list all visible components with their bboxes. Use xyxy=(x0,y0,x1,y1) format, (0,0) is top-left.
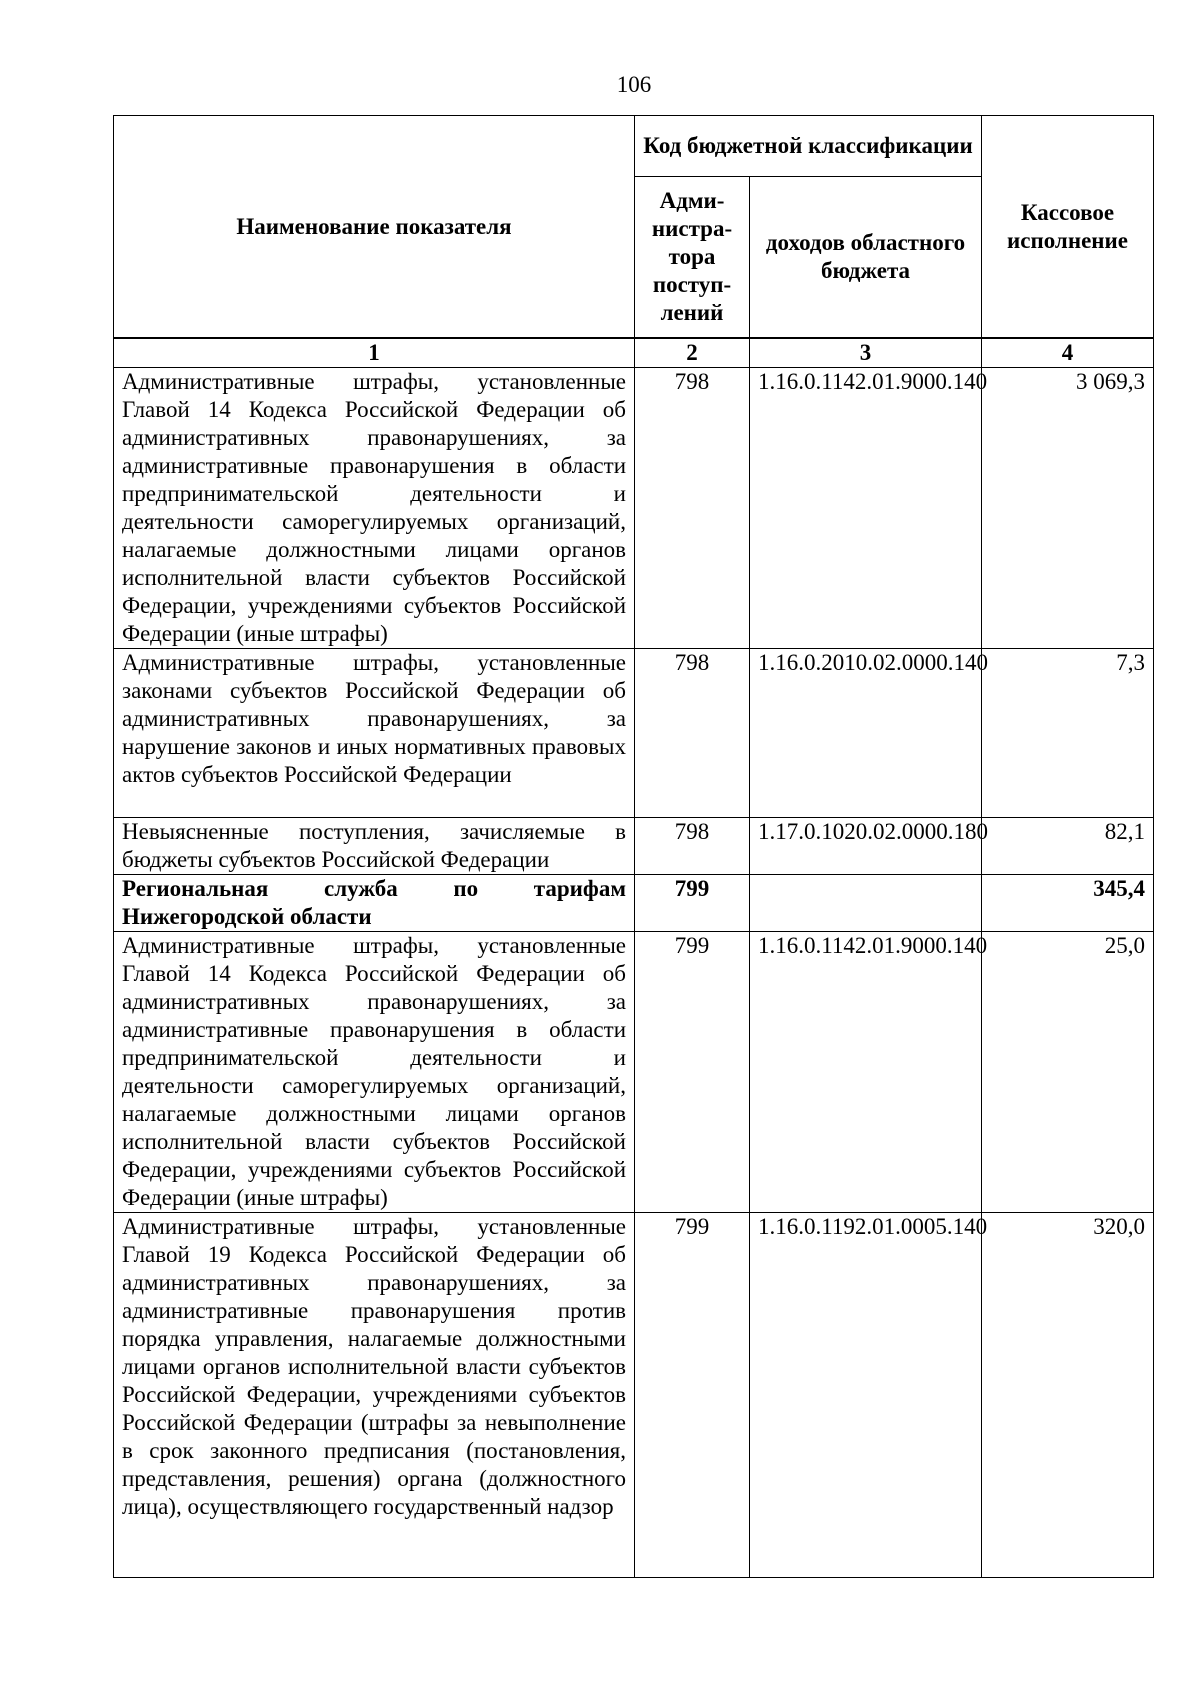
header-cash-execution: Кассовое исполнение xyxy=(982,116,1154,339)
header-income-code: доходов областного бюджета xyxy=(750,177,982,339)
table-row xyxy=(114,932,1154,1213)
cash-execution-amount: 345,4 xyxy=(982,875,1154,932)
income-code xyxy=(750,875,982,932)
table-row xyxy=(114,649,1154,818)
table-row-section-heading xyxy=(114,875,1154,932)
administrator-code: 799 xyxy=(635,932,750,1213)
administrator-code: 798 xyxy=(635,818,750,875)
header-budget-code: Код бюджетной классификации xyxy=(635,116,982,177)
administrator-code: 799 xyxy=(635,1213,750,1578)
income-code: 1.16.0.2010.02.0000.140 xyxy=(750,649,982,818)
header-administrator: Адми-нистра-тора поступ-лений xyxy=(635,177,750,339)
administrator-code: 798 xyxy=(635,649,750,818)
indicator-name: Административные штрафы, установленные Главой 14 Кодекса Российской Федерации об административных правонарушениях, за административные правонарушения в области предпринимательской деятельности и деятельности саморегулируемых организаций, налагаемые должностными лицами органов исполнительной власти субъектов Российской Федерации, учреждениями субъектов Российской Федерации (иные штрафы) xyxy=(114,368,635,649)
indicator-name: Административные штрафы, установленные Главой 19 Кодекса Российской Федерации об административных правонарушениях, за административные правонарушения против порядка управления, налагаемые должностными лицами органов исполнительной власти субъектов Российской Федерации, учреждениями субъектов Российской Федерации (штрафы за невыполнение в срок законного предписания (постановления, представления, решения) органа (должностного лица), осуществляющего государственный надзор xyxy=(114,1213,635,1578)
cash-execution-amount: 82,1 xyxy=(982,818,1154,875)
column-number: 3 xyxy=(750,338,982,368)
cash-execution-amount: 7,3 xyxy=(982,649,1154,818)
page-number: 106 xyxy=(616,72,652,97)
income-code: 1.16.0.1192.01.0005.140 xyxy=(750,1213,982,1578)
header-indicator-name: Наименование показателя xyxy=(114,116,635,339)
indicator-name: Невыясненные поступления, зачисляемые в бюджеты субъектов Российской Федерации xyxy=(114,818,635,875)
table-row xyxy=(114,368,1154,649)
income-code: 1.16.0.1142.01.9000.140 xyxy=(750,932,982,1213)
table-row xyxy=(114,818,1154,875)
cash-execution-amount: 3 069,3 xyxy=(982,368,1154,649)
column-number: 1 xyxy=(114,338,635,368)
column-number: 2 xyxy=(635,338,750,368)
cash-execution-amount: 25,0 xyxy=(982,932,1154,1213)
income-code: 1.16.0.1142.01.9000.140 xyxy=(750,368,982,649)
column-number: 4 xyxy=(982,338,1154,368)
indicator-name: Административные штрафы, установленные законами субъектов Российской Федерации об административных правонарушениях, за нарушение законов и иных нормативных правовых актов субъектов Российской Федерации xyxy=(114,649,635,818)
administrator-code: 799 xyxy=(635,875,750,932)
income-code: 1.17.0.1020.02.0000.180 xyxy=(750,818,982,875)
section-name: Региональная служба по тарифам Нижегородской области xyxy=(114,875,635,932)
budget-revenue-table xyxy=(113,115,1154,1578)
table-row xyxy=(114,1213,1154,1578)
cash-execution-amount: 320,0 xyxy=(982,1213,1154,1578)
column-number-row xyxy=(114,338,1154,368)
administrator-code: 798 xyxy=(635,368,750,649)
indicator-name: Административные штрафы, установленные Главой 14 Кодекса Российской Федерации об административных правонарушениях, за административные правонарушения в области предпринимательской деятельности и деятельности саморегулируемых организаций, налагаемые должностными лицами органов исполнительной власти субъектов Российской Федерации, учреждениями субъектов Российской Федерации (иные штрафы) xyxy=(114,932,635,1213)
